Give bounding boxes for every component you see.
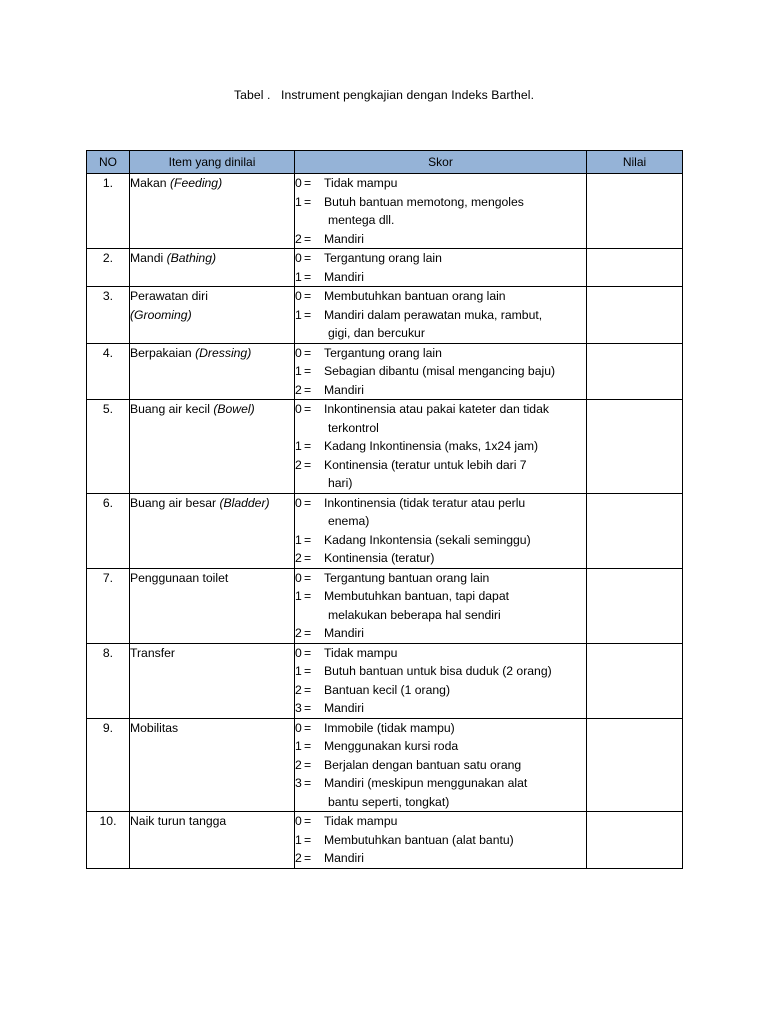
score-description-text: Mandiri dalam perawatan muka, rambut,: [324, 307, 543, 322]
skor-cell: [295, 174, 587, 249]
item-cell: [130, 718, 295, 812]
equals-sign: =: [304, 757, 312, 772]
row-number: 7.: [87, 568, 130, 643]
score-description: [324, 174, 586, 193]
score-description: [324, 681, 586, 700]
equals-sign: =: [304, 814, 312, 828]
nilai-cell[interactable]: [587, 643, 683, 718]
score-option: [295, 662, 586, 681]
equals-sign: =: [304, 176, 312, 190]
row-number: 3.: [87, 287, 130, 344]
score-option: [295, 774, 586, 811]
score-description: [324, 699, 586, 718]
score-description: [324, 268, 586, 287]
item-cell: [130, 174, 295, 249]
score-description: [324, 587, 586, 624]
item-cell: [130, 249, 295, 287]
score-option: [295, 699, 586, 718]
score-value: 3: [295, 776, 302, 790]
equals-sign: =: [304, 682, 312, 697]
table-row: [87, 812, 683, 869]
item-english-name: (Feeding): [169, 176, 223, 190]
table-row: [87, 718, 683, 812]
skor-cell: [295, 493, 587, 568]
score-value: 1: [295, 194, 302, 209]
item-cell: [130, 400, 295, 494]
score-value: 1: [295, 832, 302, 847]
skor-cell: [295, 400, 587, 494]
equals-sign: =: [304, 645, 312, 660]
score-option: [295, 174, 586, 193]
equals-sign: =: [304, 589, 312, 603]
score-value: 1: [295, 664, 302, 678]
table-body: [87, 174, 683, 869]
score-option: [295, 437, 586, 456]
table-caption: Tabel . Instrument pengkajian dengan Indeks Barthel.: [233, 88, 535, 102]
score-value: 1: [295, 307, 302, 322]
score-description: [324, 287, 586, 306]
score-description-text: Tidak mampu: [324, 814, 398, 828]
skor-cell: [295, 287, 587, 344]
score-description: [324, 193, 586, 230]
score-description-text: Mandiri: [324, 231, 364, 246]
item-english-name: (Bladder): [219, 495, 270, 510]
score-option: [295, 812, 586, 831]
item-cell: [130, 343, 295, 400]
score-option: [295, 287, 586, 306]
table-header-row: [87, 151, 683, 174]
score-value: 2: [295, 382, 302, 397]
score-value: 0: [295, 345, 302, 360]
skor-cell: [295, 568, 587, 643]
score-description-text: Inkontinensia atau pakai kateter dan tidak: [324, 402, 549, 416]
nilai-cell[interactable]: [587, 718, 683, 812]
skor-cell: [295, 812, 587, 869]
score-description-text: Inkontinensia (tidak teratur atau perlu: [324, 495, 526, 510]
score-option: [295, 531, 586, 550]
score-value: 0: [295, 176, 302, 190]
score-option: [295, 306, 586, 343]
row-number: 6.: [87, 493, 130, 568]
score-value: 2: [295, 626, 302, 640]
score-description: [324, 737, 586, 756]
score-option: [295, 681, 586, 700]
score-value: 2: [295, 682, 302, 697]
equals-sign: =: [304, 402, 312, 416]
item-name: Naik turun tangga: [130, 814, 227, 828]
score-value: 1: [295, 589, 302, 603]
equals-sign: =: [304, 720, 312, 735]
item-english-name: (Bathing): [166, 251, 217, 265]
table-row: [87, 249, 683, 287]
equals-sign: =: [304, 832, 312, 847]
score-value: 1: [295, 269, 302, 284]
nilai-cell[interactable]: [587, 812, 683, 869]
score-description: [324, 569, 586, 588]
skor-cell: [295, 249, 587, 287]
row-number: 8.: [87, 643, 130, 718]
score-description-text: Mandiri: [324, 269, 364, 284]
nilai-cell[interactable]: [587, 493, 683, 568]
score-option: [295, 400, 586, 437]
nilai-cell[interactable]: [587, 287, 683, 344]
item-cell: [130, 287, 295, 344]
score-description-text: Membutuhkan bantuan orang lain: [324, 289, 506, 303]
score-value: 0: [295, 402, 302, 416]
equals-sign: =: [304, 382, 312, 397]
score-option: [295, 230, 586, 249]
item-name: Buang air kecil: [130, 402, 210, 416]
table-row: [87, 343, 683, 400]
equals-sign: =: [304, 626, 312, 640]
row-number: 9.: [87, 718, 130, 812]
item-name: Mandi: [130, 251, 164, 265]
score-description-text: Tergantung orang lain: [324, 345, 442, 360]
score-value: 0: [295, 289, 302, 303]
score-option: [295, 549, 586, 568]
item-cell: [130, 568, 295, 643]
equals-sign: =: [304, 457, 312, 472]
score-description: [324, 437, 586, 456]
table-row: [87, 287, 683, 344]
score-option: [295, 268, 586, 287]
skor-cell: [295, 343, 587, 400]
score-option: [295, 737, 586, 756]
equals-sign: =: [304, 269, 312, 284]
score-option: [295, 756, 586, 775]
score-description: [324, 549, 586, 568]
score-description-continued: hari): [328, 476, 353, 490]
score-description: [324, 400, 586, 437]
row-number: 4.: [87, 343, 130, 400]
score-option: [295, 624, 586, 643]
row-number: 10.: [87, 812, 130, 869]
score-value: 2: [295, 231, 302, 246]
score-description-text: Kadang Inkontensia (sekali seminggu): [324, 532, 531, 547]
score-description: [324, 344, 586, 363]
score-value: 0: [295, 495, 302, 510]
score-description-text: Sebagian dibantu (misal mengancing baju): [324, 364, 556, 378]
score-description-text: Tidak mampu: [324, 645, 398, 660]
score-description-text: Tidak mampu: [324, 176, 398, 190]
score-description-text: Kontinensia (teratur): [324, 551, 435, 565]
score-description-text: Menggunakan kursi roda: [324, 739, 459, 753]
skor-cell: [295, 718, 587, 812]
header-no: NO: [87, 151, 130, 174]
item-name: Perawatan diri: [130, 289, 208, 303]
item-name: Buang air besar: [130, 495, 217, 510]
score-description: [324, 849, 586, 868]
row-number: 2.: [87, 249, 130, 287]
score-value: 0: [295, 570, 302, 585]
item-english-name: (Bowel): [213, 402, 255, 416]
score-description: [324, 624, 586, 643]
equals-sign: =: [304, 251, 312, 265]
equals-sign: =: [304, 739, 312, 753]
score-description-text: Butuh bantuan memotong, mengoles: [324, 194, 524, 209]
equals-sign: =: [304, 664, 312, 678]
score-description: [324, 831, 586, 850]
table-row: [87, 174, 683, 249]
score-value: 1: [295, 739, 302, 753]
score-description-text: Mandiri (meskipun menggunakan alat: [324, 776, 528, 790]
nilai-cell[interactable]: [587, 343, 683, 400]
nilai-cell[interactable]: [587, 174, 683, 249]
equals-sign: =: [304, 570, 312, 585]
score-description-continued: enema): [328, 514, 370, 528]
score-description-text: Tergantung orang lain: [324, 251, 442, 265]
score-description: [324, 230, 586, 249]
nilai-cell[interactable]: [587, 568, 683, 643]
score-description-text: Membutuhkan bantuan (alat bantu): [324, 832, 514, 847]
equals-sign: =: [304, 194, 312, 209]
item-english-name: (Grooming): [130, 308, 192, 322]
score-option: [295, 249, 586, 268]
score-description: [324, 249, 586, 268]
score-option: [295, 849, 586, 868]
item-name: Penggunaan toilet: [130, 570, 229, 585]
row-number: 1.: [87, 174, 130, 249]
score-option: [295, 193, 586, 230]
score-description-text: Butuh bantuan untuk bisa duduk (2 orang): [324, 664, 552, 678]
score-value: 1: [295, 439, 302, 453]
item-name: Makan: [130, 176, 167, 190]
header-item: Item yang dinilai: [130, 151, 295, 174]
score-description: [324, 812, 586, 831]
item-name: Berpakaian: [130, 345, 192, 360]
nilai-cell[interactable]: [587, 400, 683, 494]
score-value: 1: [295, 532, 302, 547]
score-description-text: Membutuhkan bantuan, tapi dapat: [324, 589, 509, 603]
score-description-text: Immobile (tidak mampu): [324, 720, 455, 735]
score-description-text: Kontinensia (teratur untuk lebih dari 7: [324, 457, 527, 472]
score-value: 2: [295, 551, 302, 565]
table-row: [87, 493, 683, 568]
score-value: 0: [295, 814, 302, 828]
score-description: [324, 662, 586, 681]
score-value: 3: [295, 701, 302, 715]
item-name: Mobilitas: [130, 720, 179, 735]
score-description-text: Mandiri: [324, 626, 364, 640]
score-description-continued: melakukan beberapa hal sendiri: [328, 607, 501, 622]
score-option: [295, 456, 586, 493]
skor-cell: [295, 643, 587, 718]
equals-sign: =: [304, 701, 312, 715]
score-option: [295, 381, 586, 400]
score-description: [324, 719, 586, 738]
table-row: [87, 568, 683, 643]
score-description: [324, 381, 586, 400]
score-description-continued: gigi, dan bercukur: [328, 326, 425, 340]
equals-sign: =: [304, 532, 312, 547]
equals-sign: =: [304, 439, 312, 453]
score-value: 1: [295, 364, 302, 378]
score-option: [295, 344, 586, 363]
header-skor: Skor: [295, 151, 587, 174]
score-option: [295, 587, 586, 624]
equals-sign: =: [304, 289, 312, 303]
score-option: [295, 831, 586, 850]
score-description: [324, 531, 586, 550]
item-cell: [130, 812, 295, 869]
item-english-name: (Dressing): [195, 345, 252, 360]
equals-sign: =: [304, 231, 312, 246]
equals-sign: =: [304, 776, 312, 790]
equals-sign: =: [304, 851, 312, 865]
score-description-text: Mandiri: [324, 382, 364, 397]
equals-sign: =: [304, 551, 312, 565]
score-description: [324, 362, 586, 381]
score-value: 2: [295, 851, 302, 865]
item-cell: [130, 493, 295, 568]
score-description-text: Berjalan dengan bantuan satu orang: [324, 757, 522, 772]
score-description-continued: terkontrol: [328, 420, 379, 435]
item-cell: [130, 643, 295, 718]
score-value: 0: [295, 645, 302, 660]
score-value: 2: [295, 757, 302, 772]
score-description-text: Tergantung bantuan orang lain: [324, 570, 490, 585]
score-description: [324, 644, 586, 663]
score-option: [295, 569, 586, 588]
item-name: Transfer: [130, 645, 175, 660]
score-value: 0: [295, 720, 302, 735]
nilai-cell[interactable]: [587, 249, 683, 287]
score-value: 0: [295, 251, 302, 265]
score-description-text: Bantuan kecil (1 orang): [324, 682, 451, 697]
equals-sign: =: [304, 307, 312, 322]
score-description: [324, 756, 586, 775]
score-option: [295, 494, 586, 531]
score-description: [324, 456, 586, 493]
score-description-text: Mandiri: [324, 851, 364, 865]
score-description-text: Mandiri: [324, 701, 364, 715]
score-description-text: Kadang Inkontinensia (maks, 1x24 jam): [324, 439, 539, 453]
barthel-index-table: [86, 150, 683, 869]
score-description: [324, 306, 586, 343]
score-description: [324, 494, 586, 531]
equals-sign: =: [304, 495, 312, 510]
equals-sign: =: [304, 345, 312, 360]
score-option: [295, 644, 586, 663]
equals-sign: =: [304, 364, 312, 378]
table-row: [87, 643, 683, 718]
score-option: [295, 719, 586, 738]
score-description-continued: bantu seperti, tongkat): [328, 794, 450, 809]
score-value: 2: [295, 457, 302, 472]
score-description: [324, 774, 586, 811]
row-number: 5.: [87, 400, 130, 494]
score-description-continued: mentega dll.: [328, 213, 395, 227]
score-option: [295, 362, 586, 381]
header-nilai: Nilai: [587, 151, 683, 174]
table-row: [87, 400, 683, 494]
